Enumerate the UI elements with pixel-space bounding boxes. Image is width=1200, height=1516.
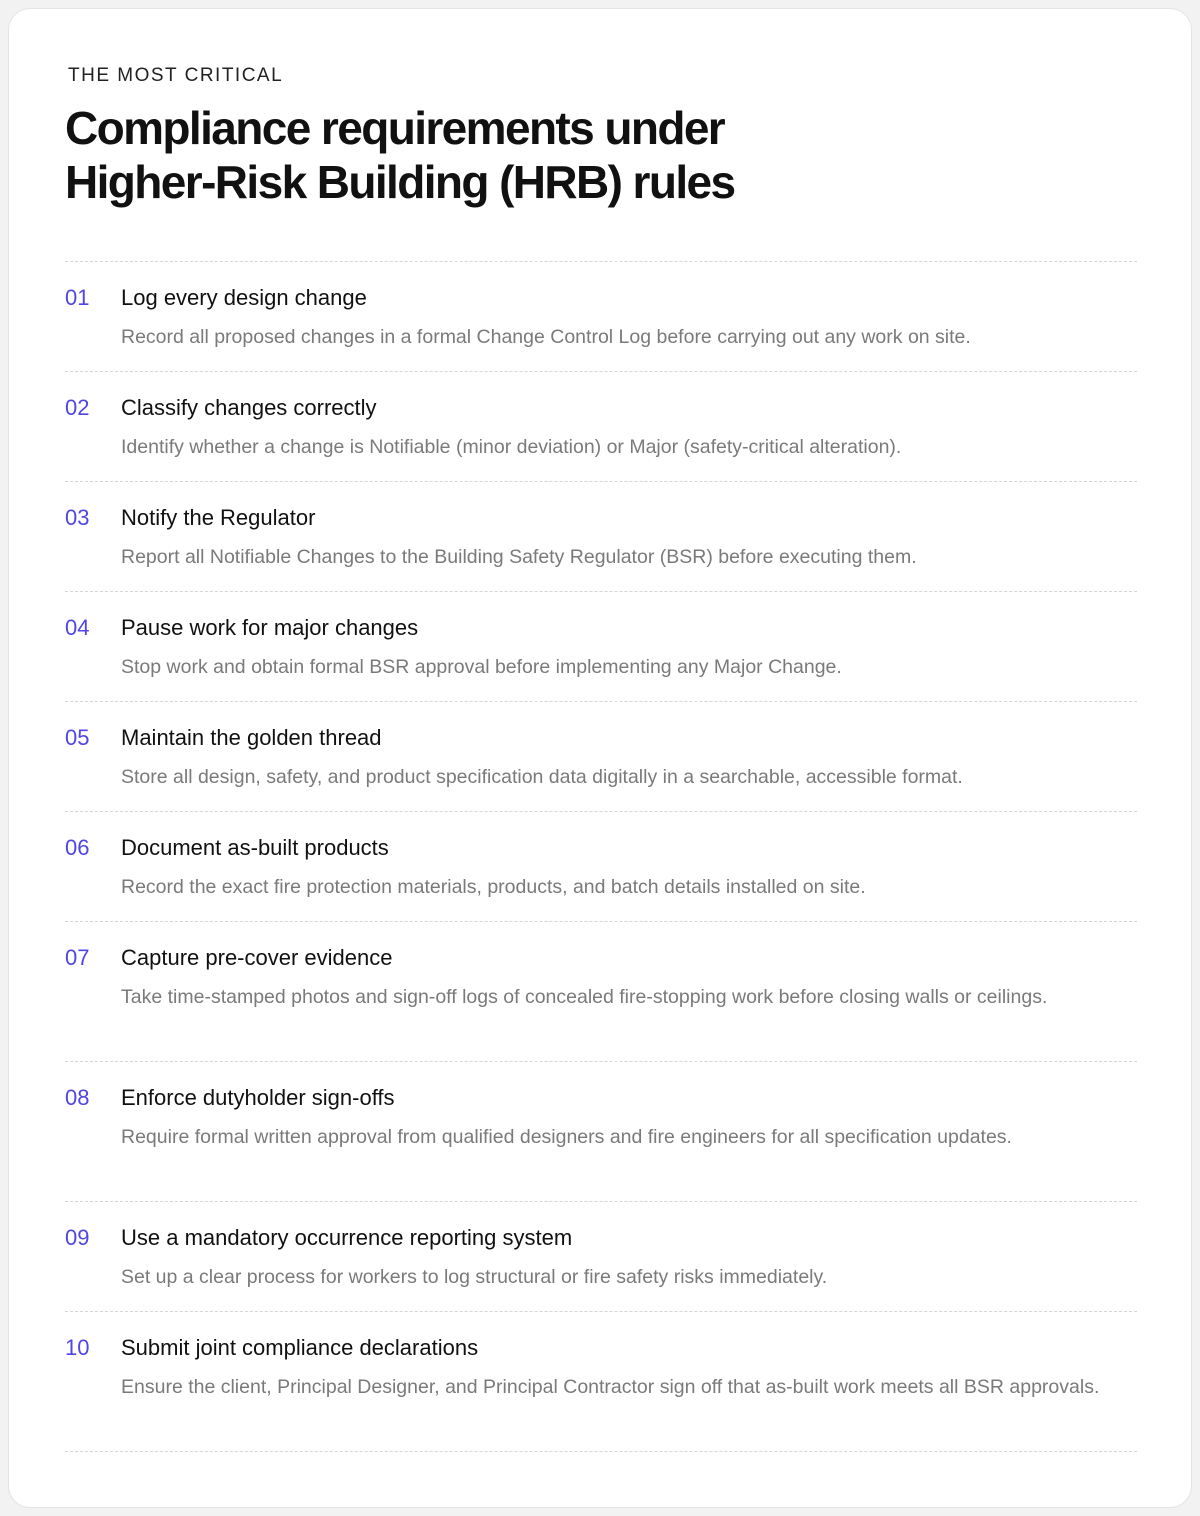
requirement-description: Take time-stamped photos and sign-off logs of concealed fire-stopping work before closing walls or ceilings. <box>121 986 1048 1008</box>
requirement-description: Report all Notifiable Changes to the Building Safety Regulator (BSR) before executing them. <box>121 546 917 568</box>
requirement-title: Log every design change <box>121 285 367 310</box>
requirement-title: Enforce dutyholder sign-offs <box>121 1085 395 1110</box>
requirement-number: 01 <box>65 285 90 310</box>
requirements-list <box>65 261 1137 1452</box>
requirement-item-09 <box>65 1202 1137 1312</box>
requirement-item-06 <box>65 812 1137 922</box>
requirement-number: 04 <box>65 615 90 640</box>
requirement-title: Capture pre-cover evidence <box>121 945 393 970</box>
requirement-title: Maintain the golden thread <box>121 725 382 750</box>
requirement-number: 07 <box>65 945 90 970</box>
requirement-number: 08 <box>65 1085 90 1110</box>
eyebrow-label: THE MOST CRITICAL <box>68 65 284 86</box>
requirement-item-08 <box>65 1062 1137 1202</box>
requirement-title: Use a mandatory occurrence reporting system <box>121 1225 573 1250</box>
requirement-description: Store all design, safety, and product specification data digitally in a searchable, accessible format. <box>121 766 963 788</box>
requirements-card <box>8 8 1192 1508</box>
requirement-description: Set up a clear process for workers to log structural or fire safety risks immediately. <box>121 1266 828 1288</box>
requirement-item-10 <box>65 1312 1137 1452</box>
requirement-description: Record the exact fire protection materials, products, and batch details installed on site. <box>121 876 866 898</box>
requirement-description: Identify whether a change is Notifiable (minor deviation) or Major (safety-critical alteration). <box>121 436 902 458</box>
requirement-title: Notify the Regulator <box>121 505 316 530</box>
requirement-number: 05 <box>65 725 90 750</box>
requirement-title: Submit joint compliance declarations <box>121 1335 479 1360</box>
requirement-title: Document as-built products <box>121 835 389 860</box>
requirement-number: 03 <box>65 505 90 530</box>
requirement-title: Classify changes correctly <box>121 395 377 420</box>
requirement-number: 02 <box>65 395 90 420</box>
requirement-item-05 <box>65 702 1137 812</box>
requirement-description: Ensure the client, Principal Designer, and Principal Contractor sign off that as-built work meets all BSR approvals. <box>121 1376 1100 1398</box>
requirement-description: Require formal written approval from qualified designers and fire engineers for all specification updates. <box>121 1126 1012 1148</box>
requirement-number: 09 <box>65 1225 90 1250</box>
requirement-title: Pause work for major changes <box>121 615 419 640</box>
requirement-item-04 <box>65 592 1137 702</box>
requirement-item-02 <box>65 372 1137 482</box>
requirement-description: Record all proposed changes in a formal Change Control Log before carrying out any work on site. <box>121 326 971 348</box>
requirement-number: 06 <box>65 835 90 860</box>
page-title <box>65 101 735 209</box>
requirement-number: 10 <box>65 1335 90 1360</box>
requirement-description: Stop work and obtain formal BSR approval before implementing any Major Change. <box>121 656 842 678</box>
requirement-item-03 <box>65 482 1137 592</box>
page-title-line-2: Higher-Risk Building (HRB) rules <box>65 156 735 208</box>
page-title-line-1: Compliance requirements under <box>65 102 725 154</box>
requirement-item-07 <box>65 922 1137 1062</box>
requirement-item-01 <box>65 262 1137 372</box>
